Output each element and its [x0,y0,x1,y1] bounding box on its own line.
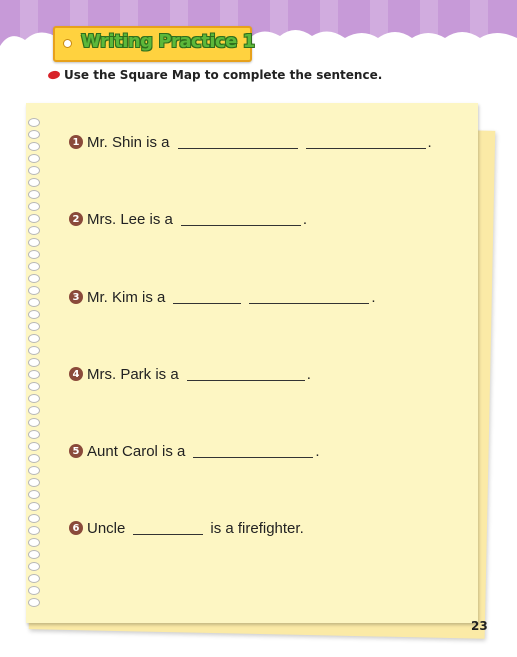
spiral-hole [28,262,40,271]
spiral-hole [28,178,40,187]
spiral-hole [28,430,40,439]
spiral-hole [28,250,40,259]
number-badge: 5 [69,444,83,458]
spiral-hole [28,214,40,223]
spiral-hole [28,526,40,535]
spiral-hole [28,490,40,499]
number-badge: 6 [69,521,83,535]
sentence-item-1 [69,132,432,152]
instruction-text: Use the Square Map to complete the sentence. [64,68,383,82]
spiral-holes [28,118,42,613]
spiral-hole [28,118,40,127]
spiral-hole [28,502,40,511]
sentence-end: is a firefighter. [210,519,304,537]
spiral-hole [28,286,40,295]
spiral-hole [28,538,40,547]
spiral-hole [28,346,40,355]
spiral-hole [28,382,40,391]
spiral-hole [28,418,40,427]
answer-blank[interactable] [187,367,305,381]
spiral-hole [28,586,40,595]
sentence-end: . [302,210,308,228]
spiral-hole [28,166,40,175]
answer-blank[interactable] [173,290,241,304]
sentence-item-2 [69,209,307,229]
paper-front-sheet [26,103,478,623]
sentence-item-3 [69,287,376,307]
sentence-start: Mr. Shin is a [87,133,170,151]
sentence-end: . [306,365,311,383]
spiral-hole [28,334,40,343]
spiral-hole [28,298,40,307]
spiral-hole [28,142,40,151]
spiral-hole [28,322,40,331]
answer-blank[interactable] [306,135,426,149]
spiral-hole [28,598,40,607]
bullet-icon [47,70,60,80]
spiral-hole [28,514,40,523]
sentence-start: Uncle [87,519,126,537]
spiral-hole [28,310,40,319]
sentence-end: . [315,442,320,460]
spiral-hole [28,226,40,235]
sentence-start: Mrs. Lee is a [87,210,173,228]
spiral-hole [28,394,40,403]
title-tag [53,26,255,62]
spiral-hole [28,274,40,283]
sentence-item-4 [69,364,311,384]
spiral-hole [28,370,40,379]
number-badge: 1 [69,135,83,149]
answer-blank[interactable] [133,521,203,535]
spiral-hole [28,130,40,139]
spiral-hole [28,154,40,163]
sentence-start: Mr. Kim is a [87,288,166,306]
sentence-item-5 [69,441,320,461]
number-badge: 2 [69,212,83,226]
sentence-start: Aunt Carol is a [87,442,186,460]
tag-hole-icon [63,39,72,48]
spiral-hole [28,202,40,211]
spiral-hole [28,358,40,367]
page-number: 23 [471,619,488,633]
spiral-hole [28,478,40,487]
answer-blank[interactable] [249,290,369,304]
number-badge: 3 [69,290,83,304]
spiral-hole [28,466,40,475]
sentence-item-6 [69,518,304,538]
sentence-end: . [371,288,376,306]
number-badge: 4 [69,367,83,381]
answer-blank[interactable] [178,135,298,149]
spiral-hole [28,190,40,199]
sentence-start: Mrs. Park is a [87,365,179,383]
answer-blank[interactable] [181,212,301,226]
page-title: Writing Practice 1 [81,31,255,52]
spiral-hole [28,406,40,415]
spiral-hole [28,574,40,583]
spiral-hole [28,238,40,247]
instruction [48,66,382,84]
spiral-hole [28,562,40,571]
spiral-hole [28,550,40,559]
answer-blank[interactable] [193,444,313,458]
spiral-hole [28,442,40,451]
spiral-hole [28,454,40,463]
sentence-end: . [427,133,432,151]
